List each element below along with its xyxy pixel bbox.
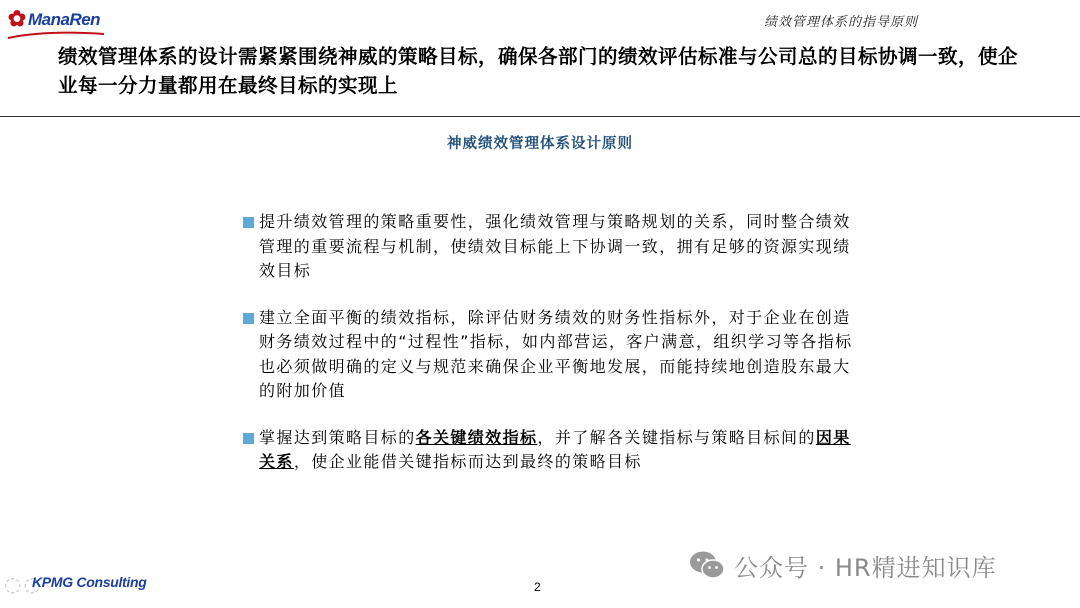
square-bullet-icon	[243, 313, 254, 324]
kpmg-logo-text: KPMG Consulting	[32, 574, 147, 590]
kpmg-logo	[4, 566, 214, 600]
principle-text: 提升绩效管理的策略重要性，强化绩效管理与策略规划的关系，同时整合绩效管理的重要流程与机制，使绩效目标能上下协调一致，拥有足够的资源实现绩效目标	[259, 212, 851, 280]
square-bullet-icon	[243, 217, 254, 228]
faded-logo-icon: ◌◌	[4, 572, 43, 596]
emphasis-kpi: 各关键绩效指标	[415, 427, 538, 447]
list-item	[243, 210, 853, 284]
watermark	[688, 548, 997, 582]
list-item	[243, 426, 853, 475]
headline: 绩效管理体系的设计需紧紧围绕神威的策略目标，确保各部门的绩效评估标准与公司总的目标协调一致，使企业每一分力量都用在最终目标的实现上	[58, 45, 1019, 97]
principle-text-part: ，使企业能借关键指标而达到最终的策略目标	[293, 452, 642, 471]
manaren-logo	[2, 2, 114, 40]
section-title: 神威绩效管理体系设计原则	[447, 136, 633, 152]
watermark-text: 公众号 · HR精进知识库	[734, 553, 997, 582]
swoosh-icon	[6, 30, 106, 40]
square-bullet-icon	[243, 433, 254, 444]
logo-text: ManaRen	[28, 10, 101, 29]
page-number: 2	[534, 580, 541, 594]
principles-list	[243, 210, 853, 497]
principle-text-part: ，并了解各关键指标与策略目标间的	[537, 427, 816, 447]
list-item	[243, 306, 853, 404]
header-title: 绩效管理体系的指导原则	[763, 15, 918, 30]
divider	[0, 116, 1080, 117]
wechat-icon	[688, 549, 726, 581]
principle-text: 建立全面平衡的绩效指标，除评估财务绩效的财务性指标外，对于企业在创造财务绩效过程中的“过程性”指标，如内部营运，客户满意，组织学习等各指标也必须做明确的定义与规范来确保企业平衡地发展，而能持续地创造股东最大的附加价值	[259, 307, 853, 400]
principle-text-part: 掌握达到策略目标的	[259, 427, 416, 447]
seal-icon: ✿	[7, 6, 27, 32]
emphasis-causality: 因果关系	[259, 427, 851, 471]
